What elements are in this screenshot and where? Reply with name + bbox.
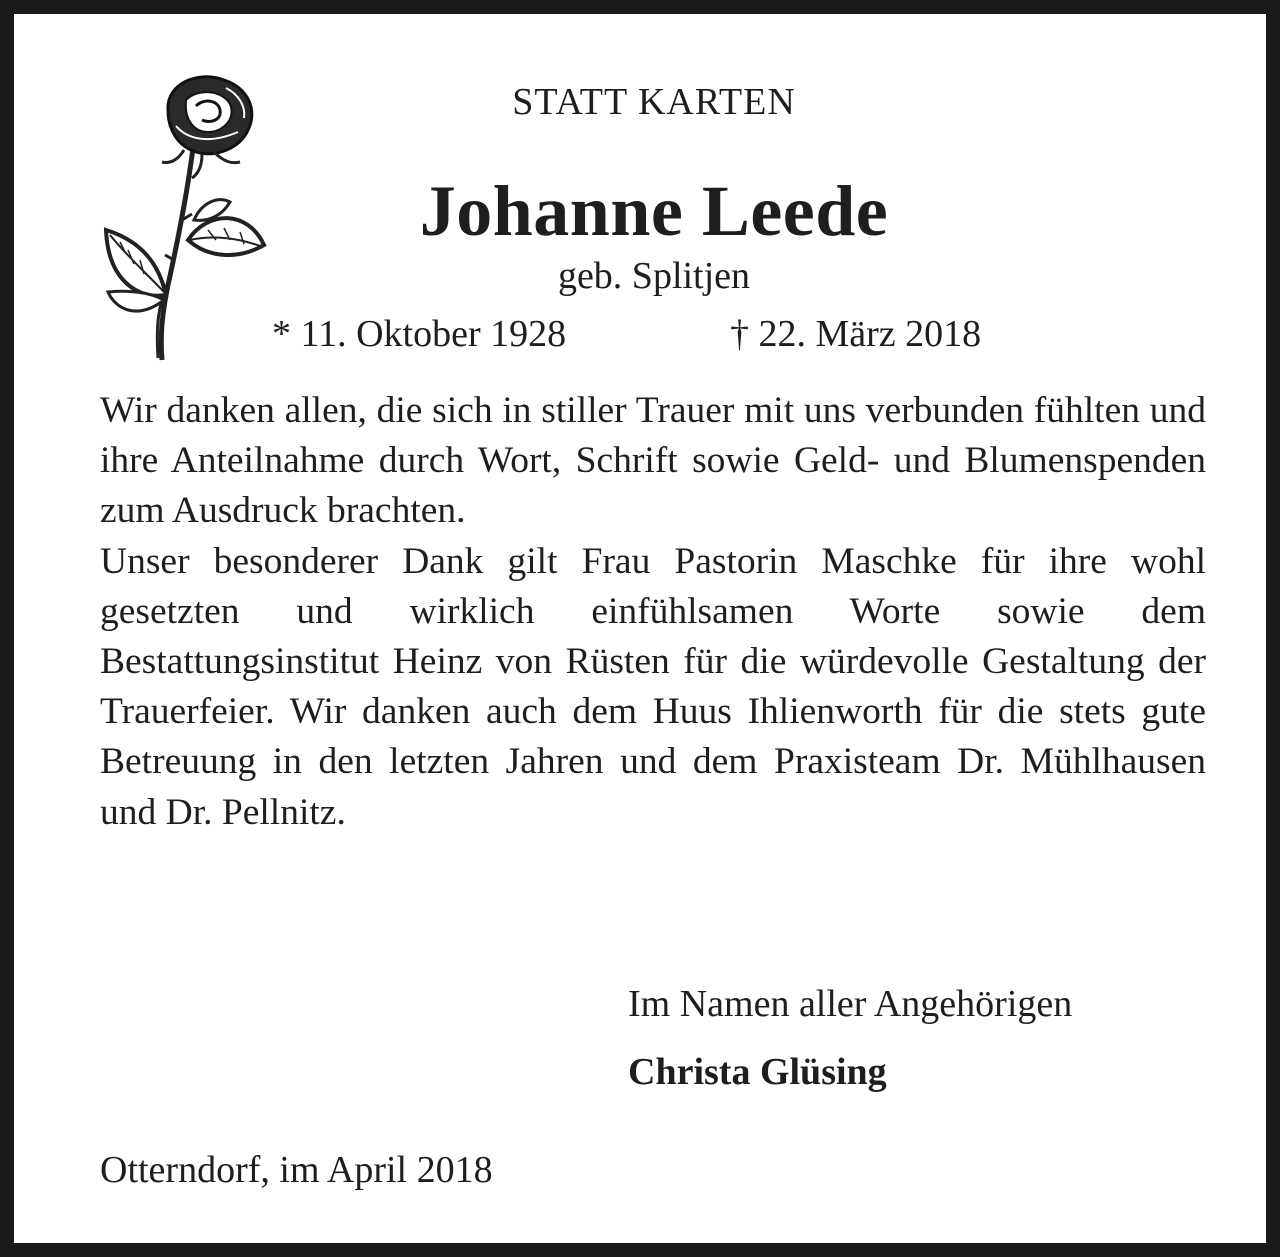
place-and-date: Otterndorf, im April 2018 [100,1149,493,1191]
special-thanks-paragraph: Unser besonderer Dank gilt Frau Pastorin Maschke für ihre wohl gesetzten und wirklich einfühlsamen Worte sowie dem Bestattungsinstitut Heinz von Rüsten für die würdevolle Gestaltung der Trauerfeier. Wir danken auch dem Huus Ihlienworth für die stets gute Betreuung in den letzten Jahren und dem Praxisteam Dr. Mühlhausen und Dr. Pellnitz. [100,540,1206,833]
maiden-name: geb. Splitjen [557,255,751,297]
thank-you-text [100,386,1206,838]
birth-date: * 11. Oktober 1928 [272,313,567,355]
thank-you-paragraph: Wir danken allen, die sich in stiller Trauer mit uns verbunden fühlten und ihre Anteilnahme durch Wort, Schrift sowie Geld- und Blumenspenden zum Ausdruck brachten. [100,390,1206,532]
notice-header: STATT KARTEN [512,81,796,123]
closing-line: Im Namen aller Angehörigen [628,983,1073,1025]
signer-name: Christa Glüsing [628,1051,887,1093]
deceased-name: Johanne Leede [419,171,889,251]
death-date: † 22. März 2018 [730,313,982,355]
